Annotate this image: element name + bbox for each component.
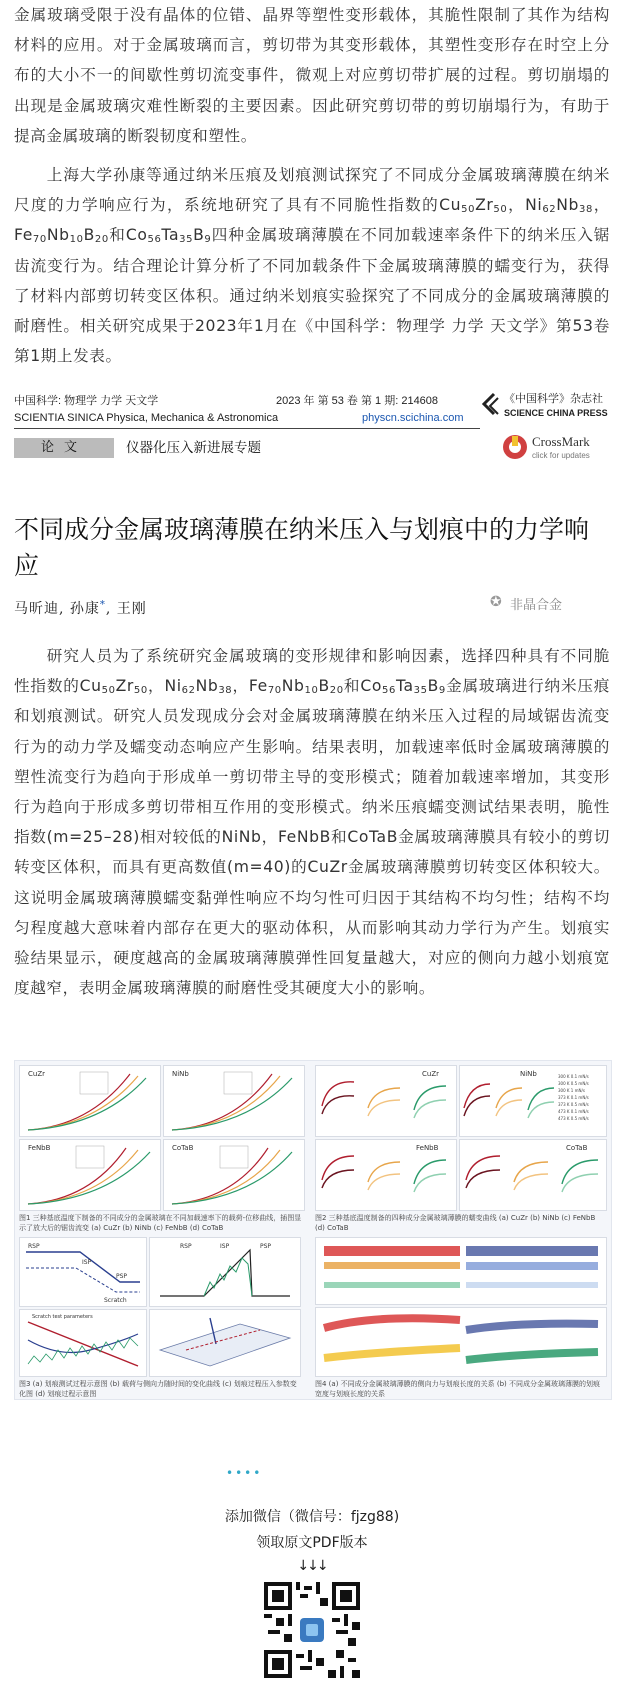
crossmark-badge[interactable] [502,432,610,466]
journal-name-cn: 中国科学: 物理学 力学 天文学 [14,395,159,407]
crossmark-subtitle: click for updates [532,451,590,460]
fig2c-label: FeNbB [416,1144,439,1152]
fig3b-force-curve [150,1238,300,1306]
legend-rate-7: 473 K 0.5 mN/s [558,1116,589,1121]
fig2b-label: NiNb [520,1070,537,1078]
research-paragraph: 研究人员为了系统研究金属玻璃的变形规律和影响因素，选择四种具有不同脆性指数的$Cu_{50}Zr_{50}$，$Ni_{62}Nb_{38}$，$Fe_{70}Nb_{10}B_{20}$和$Co_{56}Ta_{35}B_9$金属玻璃进行纳米压痕和划痕测试。研究人员发现成分会对金属玻璃薄膜在纳米压入过程的局域锯齿流变行为的动力学及蠕变动态响应产生影响。结果表明，加载速率低时金属玻璃薄膜的塑性流变行为趋向于形成单一剪切带主导的变形模式；随着加载速率增加，其变形行为趋向于形成多剪切带相互作用的变形模式。纳米压痕蠕变测试结果表明，脆性指数(m=25–28)相对较低的NiNb，FeNbB和CoTaB金属玻璃薄膜具有较小的剪切转变区体积，而具有更高数值(m=40)的CuZr金属玻璃薄膜剪切转变区体积较大。这说明金属玻璃薄膜蠕变黏弹性响应不均匀性可归因于其结构不均匀性；结构不均匀程度越大意味着内部存在更大的驱动体积，从而影响其动力学行为产生。划痕实验结果显示，硬度越高的金属玻璃薄膜弹性回复量越大，对应的侧向力越小划痕宽度越窄，表明金属玻璃薄膜的耐磨性受其硬度大小的影响。 [14,647,610,998]
legend-rate-1: 300 K 0.1 mN/s [558,1074,589,1079]
fig1c-curves [20,1140,160,1210]
fig1d-curves [164,1140,304,1210]
corresponding-mark: * [99,599,106,611]
fig3a-psp: PSP [116,1273,128,1280]
fig1-caption: 图1 三种基底温度下制备的不同成分的金属玻璃在不同加载速率下的载荷-位移曲线，插图显示了放大后的锯齿流变 (a) CuZr (b) NiNb (c) FeNbB (d) CoTaB [19,1214,302,1232]
journal-url-link[interactable]: physcn.scichina.com [362,412,464,424]
fig4b-bands [316,1308,606,1376]
intro-paragraph: 金属玻璃受限于没有晶体的位错、晶界等塑性变形载体，其脆性限制了其作为结构材料的应用。对于金属玻璃而言，剪切带为其变形载体，其塑性变形存在时空上分布的大小不一的间歇性剪切流变事件，微观上对应剪切带扩展的过程。剪切崩塌的出现是金属玻璃灾难性断裂的主要因素。因此研究剪切带的剪切崩塌行为，有助于提高金属玻璃的断裂韧度和塑性。 [14,6,610,145]
fig1a-curves [20,1066,160,1136]
fig3-caption: 图3 (a) 划痕测试过程示意图 (b) 载荷与侧向力随时间的变化曲线 (c) 划痕过程压入参数变化图 (d) 划痕过程示意图 [19,1380,297,1398]
fig2a-curves [316,1066,456,1136]
fig2d-curves [460,1140,606,1210]
footer-wechat-line: 添加微信（微信号：fjzg88) [224,1509,400,1525]
divider-dots: •••• [226,1466,263,1480]
crossmark-icon [502,432,528,462]
fig2-panel-d [459,1139,607,1211]
summary-text-2: 四种金属玻璃薄膜在不同加载速率条件下的纳米压入锯齿流变行为。结合理论计算分析了不同加载条件下金属玻璃薄膜的蠕变行为，获得了材料内部剪切转变区体积。通过纳米划痕实验探究了不同成分的金属玻璃薄膜的耐磨性。相关研究成果于2023年1月在《中国科学：物理学 力学 天文学》第53卷第1期上发表。 [14,226,611,366]
research-text-1: 研究人员为了系统研究金属玻璃的变形规律和影响因素，选择四种具有不同脆性指数的 [14,647,610,696]
research-text-2: 金属玻璃进行纳米压痕和划痕测试。研究人员发现成分会对金属玻璃薄膜在纳米压入过程的局域锯齿流变行为的动力学及蠕变动态响应产生影响。结果表明，加载速率低时金属玻璃薄膜的塑性流变行为趋向于形成单一剪切带主导的变形模式；随着加载速率增加，其变形行为趋向于形成多剪切带相互作用的变形模式。纳米压痕蠕变测试结果表明，脆性指数(m=25–28)相对较低的NiNb，FeNbB和CoTaB金属玻璃薄膜具有较小的剪切转变区体积，而具有更高数值(m=40)的CuZr金属玻璃薄膜剪切转变区体积较大。这说明金属玻璃薄膜蠕变黏弹性响应不均匀性可归因于其结构不均匀性；结构不均匀程度越大意味着内部存在更大的驱动体积，从而影响其动力学行为产生。划痕实验结果显示，硬度越高的金属玻璃薄膜弹性回复量越大，对应的侧向力越小划痕宽度越窄，表明金属玻璃薄膜的耐磨性受其硬度大小的影响。 [14,677,610,998]
authors-end: , 王刚 [105,601,147,617]
section-tag: 论文 [14,438,114,458]
footer-pdf-line: 领取原文PDF版本 [256,1535,368,1551]
legend-rate-2: 300 K 0.5 mN/s [558,1081,589,1086]
publisher-name-cn: 《中国科学》杂志社 [504,392,603,405]
legend-rate-5: 373 K 0.5 mN/s [558,1102,589,1107]
fig1-panel-c [19,1139,161,1211]
footer-arrows: ↓↓↓ [297,1558,327,1574]
article-authors [14,598,147,618]
fig3b-psp: PSP [260,1243,272,1250]
fig3b-rsp: RSP [180,1243,192,1250]
fig4a-bands [316,1238,606,1304]
watermark-text: 非晶合金 [510,598,563,613]
fig3-panel-a [19,1237,147,1307]
research-and: 和 [343,677,361,696]
fig1b-curves [164,1066,304,1136]
fig2-panel-a [315,1065,457,1137]
fig2a-label: CuZr [422,1070,439,1078]
journal-issue: 2023 年 第 53 卷 第 1 期: 214608 [276,395,439,407]
fig3-panel-d [149,1309,301,1377]
publisher-mark-icon [480,392,500,420]
fig3d-schematic [150,1310,300,1376]
fig1a-label: CuZr [28,1070,45,1078]
fig3c-inset-title: Scratch test parameters [32,1314,93,1320]
fig3a-isp: ISP [82,1259,92,1266]
publisher-name-en: SCIENCE CHINA PRESS [504,408,608,418]
legend-rate-4: 373 K 0.1 mN/s [558,1095,589,1100]
fig2d-label: CoTaB [566,1144,588,1152]
journal-name-en: SCIENTIA SINICA Physica, Mechanica & Astronomica [14,412,279,424]
fig3b-isp: ISP [220,1243,230,1250]
fig1c-label: FeNbB [28,1144,51,1152]
fig3a-scratch: Scratch [104,1297,127,1304]
publisher-logo [480,388,610,428]
fig3-panel-c [19,1309,147,1377]
summary-paragraph: 上海大学孙康等通过纳米压痕及划痕测试探究了不同成分金属玻璃薄膜在纳米尺度的力学响应行为，系统地研究了具有不同脆性指数的$Cu_{50}Zr_{50}$，$Ni_{62}Nb_{38}$，$Fe_{70}Nb_{10}B_{20}$和$Co_{56}Ta_{35}B_9$四种金属玻璃薄膜在不同加载速率条件下的纳米压入锯齿流变行为。结合理论计算分析了不同加载条件下金属玻璃薄膜的蠕变行为，获得了材料内部剪切转变区体积。通过纳米划痕实验探究了不同成分的金属玻璃薄膜的耐磨性。相关研究成果于2023年1月在《中国科学：物理学 力学 天文学》第53卷第1期上发表。 [14,166,611,366]
header-divider [14,428,480,429]
fig2-panel-c [315,1139,457,1211]
authors-text: 马昕迪, 孙康 [14,601,100,617]
fig1-panel-d [163,1139,305,1211]
wechat-qr-code[interactable] [264,1582,360,1678]
fig4-panel-a [315,1237,607,1305]
fig2-panel-b [459,1065,607,1137]
fig1b-label: NiNb [172,1070,189,1078]
fig2b-curves [460,1066,606,1136]
fig1d-label: CoTaB [172,1144,194,1152]
journal-header [14,386,610,460]
section-topic: 仪器化压入新进展专题 [126,440,261,456]
legend-rate-3: 300 K 1 mN/s [558,1088,585,1093]
fig3c-params [20,1310,146,1376]
fig2c-curves [316,1140,456,1210]
fig2-caption: 图2 三种基底温度制备的四种成分金属玻璃薄膜的蠕变曲线 (a) CuZr (b) NiNb (c) FeNbB (d) CoTaB [315,1214,596,1232]
crossmark-title: CrossMark [532,434,590,449]
fig4-panel-b [315,1307,607,1377]
fig3-panel-b [149,1237,301,1307]
fig1-panel-b [163,1065,305,1137]
fig3a-schematic [20,1238,146,1306]
composite-figure [14,1060,612,1400]
fig3a-rsp: RSP [28,1243,40,1250]
fig4-caption: 图4 (a) 不同成分金属玻璃薄膜的侧向力与划痕长度的关系 (b) 不同成分金属玻璃薄膜的划痕宽度与划痕长度的关系 [315,1380,601,1398]
wechat-watermark-icon: ✪ [490,594,502,610]
legend-rate-6: 473 K 0.1 mN/s [558,1109,589,1114]
summary-text-1: 上海大学孙康等通过纳米压痕及划痕测试探究了不同成分金属玻璃薄膜在纳米尺度的力学响应行为，系统地研究了具有不同脆性指数的 [14,166,610,215]
article-title: 不同成分金属玻璃薄膜在纳米压入与划痕中的力学响应 [14,515,590,580]
fig1-panel-a [19,1065,161,1137]
